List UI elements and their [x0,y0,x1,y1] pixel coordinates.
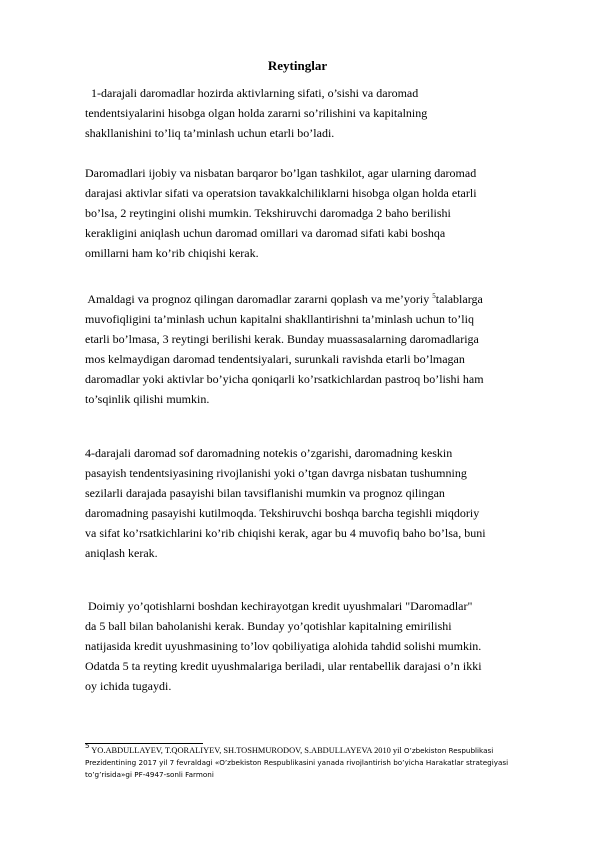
text-line: daromadning pasayishi kutilmoqda. Tekshiruvchi boshqa barcha tegishli miqdoriy [85,505,480,520]
text-line: tendentsiyalarini hisobga olgan holda zararni so’rilishini va kapitalning [85,105,428,120]
text-line: pasayish tendentsiyasining rivojlanishi yoki o’tgan davrga nisbatan tushumning [85,465,467,480]
text-line: oy ichida tugaydi. [85,678,172,693]
text-segment: talablarga [435,292,483,306]
footnote-authors: YO.ABDULLAYEV, T.QORALIYEV, SH.TOSHMURODOV, S.ABDULLAYEVA 2010 yil [89,746,404,755]
text-line: va sifat ko’rsatkichlarini ko’rib chiqishi kerak, agar bu 4 muvofiq baho bo’lsa, buni [85,525,486,540]
paragraph-3 [85,290,557,409]
text-line: bo’lsa, 2 reytingini olishi mumkin. Tekshiruvchi daromadga 2 baho berilishi [85,205,451,220]
text-line: natijasida kredit uyushmasining to’lov qobiliyatiga alohida tahdid solishi mumkin. [85,638,482,653]
text-line: Daromadlari ijobiy va nisbatan barqaror bo’lgan tashkilot, agar ularning daromad [85,166,477,180]
paragraph-1 [85,84,557,144]
footnote-marker: 5 [85,742,90,750]
footnote-reference[interactable]: 5 [432,292,436,300]
text-line: Doimiy yo’qotishlarni boshdan kechirayotgan kredit uyushmalari "Daromadlar" [85,599,473,613]
text-line: shakllanishini to’liq ta’minlash uchun etarli bo’ladi. [85,125,335,140]
footnote-text: O’zbekiston Respublikasi [403,746,494,755]
text-line: kerakligini aniqlash uchun daromad omillari va daromad sifati kabi boshqa [85,225,446,240]
text-line: omillarni ham ko’rib chiqishi kerak. [85,245,259,260]
footnote-line: Prezidentining 2017 yil 7 fevraldagi «O’zbekiston Respublikasini yanada rivojlantirish bo’yicha Harakatlar strategiyasi [85,758,509,767]
text-line: sezilarli darajada pasayishi bilan tavsiflanishi mumkin va prognoz qilingan [85,485,445,500]
paragraph-5 [85,597,557,697]
text-line: mos kelmaydigan daromad tendentsiyalari, surunkali ravishda etarli bo’lmagan [85,351,465,366]
text-line: etarli bo’lmasa, 3 reytingi berilishi kerak. Bunday muassasalarning daromadlariga [85,331,479,346]
text-line: da 5 ball bilan baholanishi kerak. Bunday yo’qotishlar kapitalning emirilishi [85,618,452,633]
paragraph-4 [85,444,557,563]
text-line [85,290,557,310]
text-line: to’sqinlik qilishi mumkin. [85,391,210,406]
text-line: aniqlash kerak. [85,545,158,560]
text-line: 1-darajali daromadlar hozirda aktivlarning sifati, o’sishi va daromad [85,86,419,100]
text-segment: Amaldagi va prognoz qilingan daromadlar zararni qoplash va me’yoriy [85,292,433,306]
footnote-separator [85,743,203,744]
text-line: daromadlar yoki aktivlar bo’yicha qoniqarli ko’rsatkichlardan pastroq bo’lishi ham [85,371,484,386]
footnote-line [85,742,555,757]
text-line: 4-darajali daromad sof daromadning notekis o’zgarishi, daromadning keskin [85,446,453,460]
paragraph-2 [85,164,557,264]
footnote [85,742,555,781]
text-line: muvofiqligini ta’minlash uchun kapitalni shakllantirishni ta’minlash uchun to’liq [85,311,474,326]
page-title: Reytinglar [267,58,328,73]
footnote-line: to’g’risida»gi PF-4947-sonli Farmoni [85,770,214,779]
text-line: Odatda 5 ta reyting kredit uyushmalariga beriladi, ular rentabellik darajasi o’n ikki [85,658,482,673]
text-line: darajasi aktivlar sifati va operatsion tavakkalchiliklarni hisobga olgan holda etarli [85,185,477,200]
